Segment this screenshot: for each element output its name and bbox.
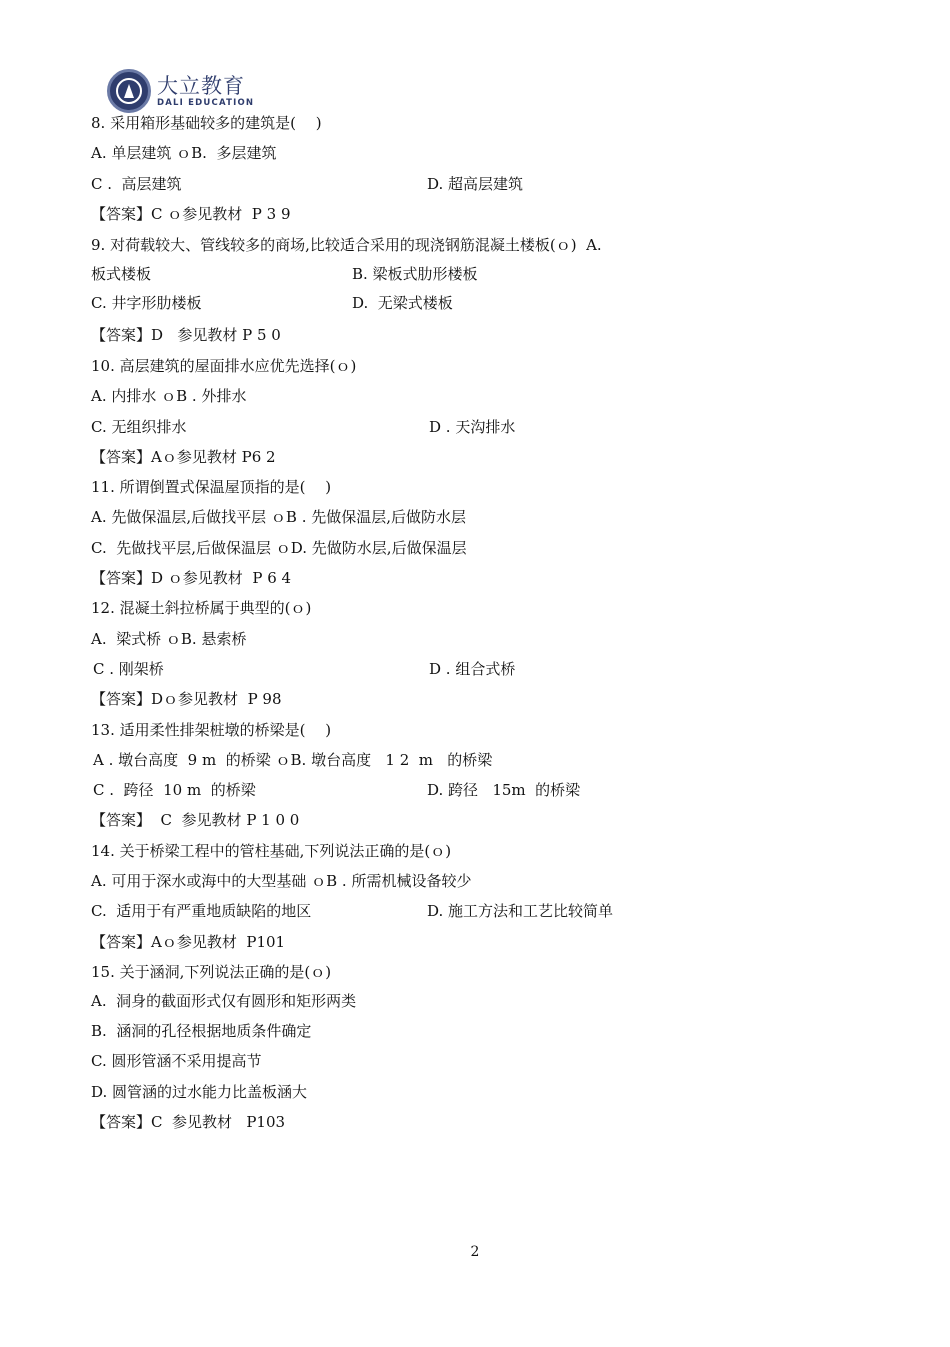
text-line: 8. 采用箱形基础较多的建筑是( ) [91, 114, 322, 132]
text-line: 【答案】 C 参见教材 P 1 0 0 [91, 811, 300, 829]
dali-logo-icon [107, 69, 151, 113]
text-line: D. 超高层建筑 [427, 175, 524, 193]
text-line: D . 天沟排水 [429, 418, 516, 436]
text-line: B. 梁板式肋形楼板 [352, 265, 478, 283]
text-line: 【答案】Aｏ参见教材 P101 [91, 933, 286, 951]
text-line: D . 组合式桥 [429, 660, 516, 678]
text-line: 【答案】C 参见教材 P103 [91, 1113, 286, 1131]
text-line: C. 圆形管涵不采用提高节 [91, 1052, 262, 1070]
text-line: 10. 高层建筑的屋面排水应优先选择(ｏ) [91, 357, 357, 375]
text-line: 【答案】C ｏ参见教材 P 3 9 [91, 205, 291, 223]
text-line: A. 梁式桥 ｏB. 悬索桥 [91, 630, 247, 648]
text-line: 15. 关于涵洞,下列说法正确的是(ｏ) [91, 963, 332, 981]
text-line: D. 施工方法和工艺比较简单 [427, 902, 614, 920]
text-line: B. 涵洞的孔径根据地质条件确定 [91, 1022, 312, 1040]
text-line: A. 可用于深水或海中的大型基础 ｏB . 所需机械设备较少 [91, 872, 472, 890]
brand-name-en: DALI EDUCATION [157, 97, 255, 108]
text-line: C . 高层建筑 [91, 175, 182, 193]
text-line: 9. 对荷载较大、管线较多的商场,比较适合采用的现浇钢筋混凝土楼板(ｏ) A. [91, 236, 602, 254]
text-line: 【答案】Aｏ参见教材 P6 2 [91, 448, 276, 466]
text-line: 【答案】Dｏ参见教材 P 98 [91, 690, 282, 708]
text-line: A. 单层建筑 ｏB. 多层建筑 [91, 144, 277, 162]
text-line: A. 洞身的截面形式仅有圆形和矩形两类 [91, 992, 357, 1010]
brand-name [157, 74, 254, 109]
text-line: C . 跨径 10 m 的桥梁 [93, 781, 256, 799]
text-line: D. 无梁式楼板 [352, 294, 453, 312]
text-line: C. 适用于有严重地质缺陷的地区 [91, 902, 312, 920]
text-line: A. 先做保温层,后做找平层 ｏB . 先做保温层,后做防水层 [91, 508, 467, 526]
text-line: C. 先做找平层,后做保温层 ｏD. 先做防水层,后做保温层 [91, 539, 467, 557]
text-line: D. 跨径 15m 的桥梁 [427, 781, 581, 799]
text-line: C. 井字形肋楼板 [91, 294, 202, 312]
text-line: C. 无组织排水 [91, 418, 187, 436]
text-line: 13. 适用柔性排架桩墩的桥梁是( ) [91, 721, 332, 739]
text-line: 板式楼板 [91, 265, 152, 283]
brand-header [107, 68, 254, 114]
text-line: A . 墩台高度 9 m 的桥梁 ｏB. 墩台高度 1 2 m 的桥梁 [93, 751, 493, 769]
text-line: 【答案】D 参见教材 P 5 0 [91, 326, 281, 344]
text-line: 11. 所谓倒置式保温屋顶指的是( ) [91, 478, 332, 496]
text-line: 12. 混凝土斜拉桥属于典型的(ｏ) [91, 599, 312, 617]
text-line: 【答案】D ｏ参见教材 P 6 4 [91, 569, 292, 587]
brand-name-cn: 大立教育 [157, 73, 245, 98]
text-line: 14. 关于桥梁工程中的管柱基础,下列说法正确的是(ｏ) [91, 842, 452, 860]
text-line: A. 内排水 ｏB . 外排水 [91, 387, 247, 405]
page-number: 2 [470, 1244, 480, 1260]
text-line: D. 圆管涵的过水能力比盖板涵大 [91, 1083, 308, 1101]
text-line: C . 刚架桥 [93, 660, 164, 678]
